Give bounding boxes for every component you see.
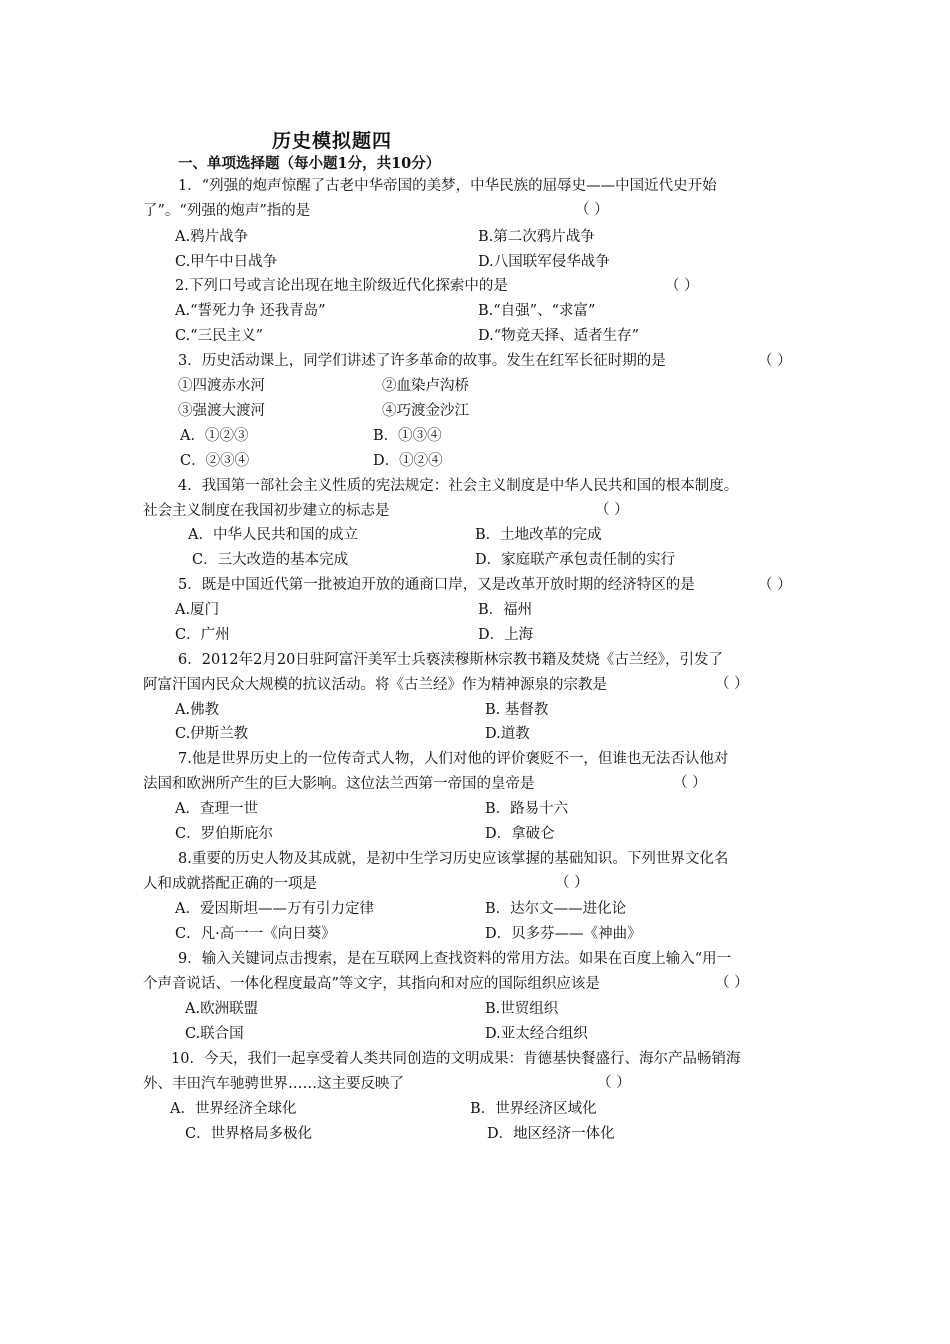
option-5-d: D．上海 xyxy=(478,627,534,643)
question-1 xyxy=(143,174,813,223)
option-9-a: A.欧洲联盟 xyxy=(185,1001,259,1017)
question-10-line-1: 10．今天，我们一起享受着人类共同创造的文明成果：肯德基快餐盛行、海尔产品畅销海 xyxy=(171,1051,741,1067)
option-5-b: B．福州 xyxy=(478,602,533,618)
option-9-c: C.联合国 xyxy=(185,1026,244,1042)
option-6-a: A.佛教 xyxy=(175,702,220,718)
option-1-a: A.鸦片战争 xyxy=(175,229,249,245)
option-7-c: C．罗伯斯庇尔 xyxy=(175,826,274,842)
option-8-d: D．贝多芬——《神曲》 xyxy=(485,926,642,942)
option-1-c: C.甲午中日战争 xyxy=(175,254,278,270)
question-2-line-1: 2.下列口号或言论出现在地主阶级近代化探索中的是 xyxy=(175,278,508,294)
option-2-d: D.“物竞天择、适者生存” xyxy=(478,328,640,344)
answer-bracket-2: （ ） xyxy=(665,278,699,294)
event-item-4: ④巧渡金沙江 xyxy=(382,403,469,419)
option-7-a: A．查理一世 xyxy=(175,801,258,817)
answer-bracket-5: （ ） xyxy=(758,577,792,593)
question-10-line-2: 外、丰田汽车驰骋世界……这主要反映了 xyxy=(143,1075,404,1092)
question-9-line-1: 9．输入关键词点击搜索，是在互联网上查找资料的常用方法。如果在百度上输入“用一 xyxy=(178,951,732,967)
question-9-line-2: 个声音说话、一体化程度最高”等文字，其指向和对应的国际组织应该是 xyxy=(143,975,600,992)
question-6-line-1: 6．2012年2月20日驻阿富汗美军士兵亵渎穆斯林宗教书籍及焚烧《古兰经》，引发了 xyxy=(178,652,724,668)
option-4-c: C．三大改造的基本完成 xyxy=(192,552,349,568)
question-5-line-1: 5．既是中国近代第一批被迫开放的通商口岸，又是改革开放时期的经济特区的是 xyxy=(178,577,695,593)
question-6-line-2: 阿富汗国内民众大规模的抗议活动。将《古兰经》作为精神源泉的宗教是 xyxy=(143,676,607,693)
option-2-a: A.“誓死力争 还我青岛” xyxy=(175,303,326,319)
option-4-d: D．家庭联产承包责任制的实行 xyxy=(475,552,676,568)
answer-bracket-7: （ ） xyxy=(673,775,707,791)
page-title: 历史模拟题四 xyxy=(272,130,393,152)
question-8 xyxy=(143,847,813,896)
option-10-d: D．地区经济一体化 xyxy=(487,1126,615,1142)
answer-bracket-8: （ ） xyxy=(555,875,589,891)
question-4-line-1: 4．我国第一部社会主义性质的宪法规定：社会主义制度是中华人民共和国的根本制度。 xyxy=(178,478,739,494)
option-6-b: B. 基督教 xyxy=(485,702,549,718)
option-4-b: B．土地改革的完成 xyxy=(475,527,602,543)
question-7 xyxy=(143,747,813,796)
section-heading: 一、单项选择题（每小题1分，共10分） xyxy=(178,155,441,172)
option-6-c: C.伊斯兰教 xyxy=(175,726,249,742)
question-7-line-1: 7.他是世界历史上的一位传奇式人物，人们对他的评价褒贬不一，但谁也无法否认他对 xyxy=(178,751,729,767)
question-8-line-2: 人和成就搭配正确的一项是 xyxy=(143,875,317,892)
option-3-d: D．①②④ xyxy=(373,453,443,469)
event-item-2: ②血染卢沟桥 xyxy=(382,378,469,394)
option-2-c: C.“三民主义” xyxy=(175,328,264,344)
question-3-line-1: 3．历史活动课上，同学们讲述了许多革命的故事。发生在红军长征时期的是 xyxy=(178,353,666,369)
option-10-c: C．世界格局多极化 xyxy=(185,1126,313,1142)
event-item-1: ①四渡赤水河 xyxy=(178,378,265,394)
question-9 xyxy=(143,947,813,996)
question-1-line-1: 1．“列强的炮声惊醒了古老中华帝国的美梦，中华民族的屈辱史——中国近代史开始 xyxy=(178,178,717,194)
option-5-c: C．广州 xyxy=(175,627,230,643)
question-6 xyxy=(143,648,813,697)
question-4-line-2: 社会主义制度在我国初步建立的标志是 xyxy=(143,502,390,519)
answer-bracket-6: （ ） xyxy=(715,676,749,692)
question-10 xyxy=(143,1047,813,1096)
option-3-c: C．②③④ xyxy=(180,453,250,469)
question-4 xyxy=(143,474,813,523)
option-7-b: B．路易十六 xyxy=(485,801,569,817)
option-8-a: A．爱因斯坦——万有引力定律 xyxy=(175,901,374,917)
answer-bracket-9: （ ） xyxy=(715,975,749,991)
answer-bracket-4: （ ） xyxy=(595,502,629,518)
event-item-3: ③强渡大渡河 xyxy=(178,403,265,419)
option-1-b: B.第二次鸦片战争 xyxy=(478,229,595,245)
option-9-b: B.世贸组织 xyxy=(485,1001,559,1017)
option-8-b: B．达尔文——进化论 xyxy=(485,901,627,917)
option-4-a: A．中华人民共和国的成立 xyxy=(188,527,358,543)
option-10-a: A．世界经济全球化 xyxy=(170,1101,297,1117)
answer-bracket-10: （ ） xyxy=(597,1075,631,1091)
option-3-b: B．①③④ xyxy=(373,428,442,444)
answer-bracket-1: （ ） xyxy=(575,202,609,218)
option-3-a: A．①②③ xyxy=(180,428,249,444)
question-7-line-2: 法国和欧洲所产生的巨大影响。这位法兰西第一帝国的皇帝是 xyxy=(143,775,535,792)
option-8-c: C．凡·高一一《向日葵》 xyxy=(175,926,336,942)
question-1-line-2: 了”。“列强的炮声”指的是 xyxy=(143,202,311,219)
option-5-a: A.厦门 xyxy=(175,602,220,618)
question-8-line-1: 8.重要的历史人物及其成就，是初中生学习历史应该掌握的基础知识。下列世界文化名 xyxy=(178,851,729,867)
option-2-b: B.“自强”、“求富” xyxy=(478,303,596,319)
option-9-d: D.亚太经合组织 xyxy=(485,1026,588,1042)
option-7-d: D．拿破仑 xyxy=(485,826,555,842)
option-6-d: D.道教 xyxy=(485,726,530,742)
answer-bracket-3: （ ） xyxy=(758,353,792,369)
option-1-d: D.八国联军侵华战争 xyxy=(478,254,610,270)
option-10-b: B．世界经济区域化 xyxy=(470,1101,597,1117)
